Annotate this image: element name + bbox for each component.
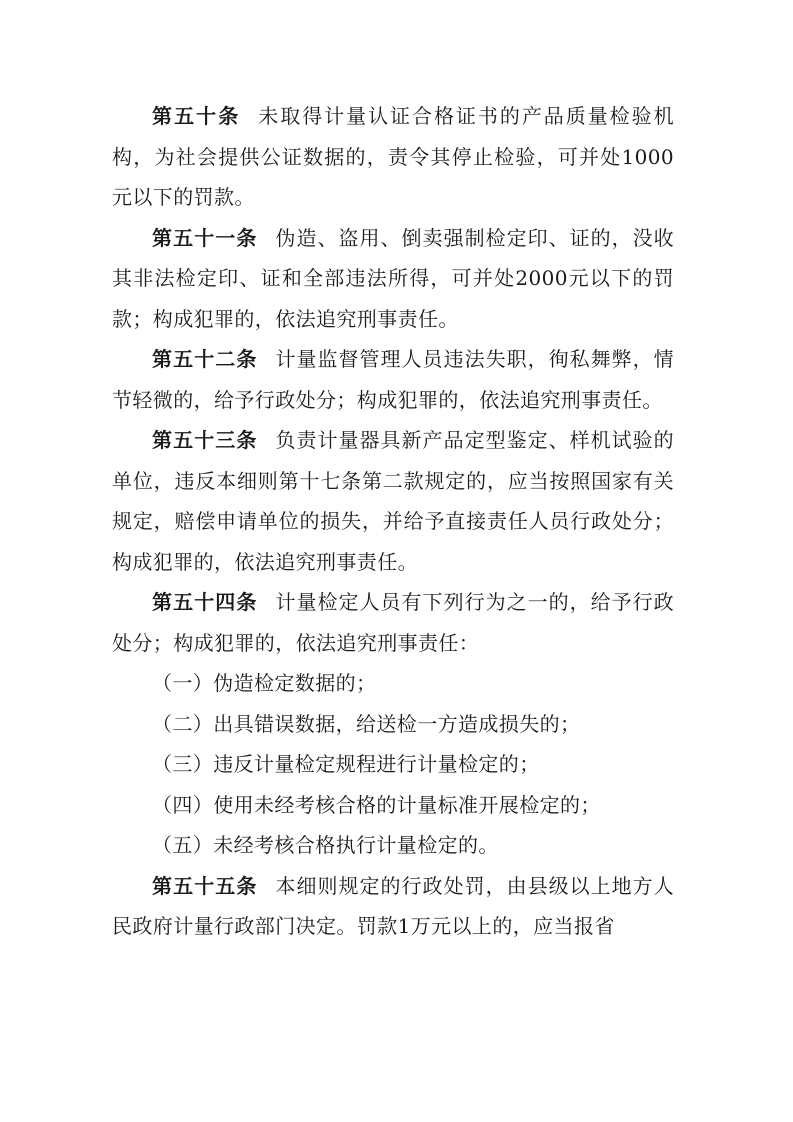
article-number: 第五十三条 [152,428,258,452]
article-53 [112,420,674,582]
list-item: （一）伪造检定数据的； [152,671,377,695]
article-body: 计量监督管理人员违法失职，徇私舞弊，情节轻微的，给予行政处分；构成犯罪的，依法追究刑事责任。 [112,347,675,412]
article-55 [112,866,674,947]
article-number: 第五十条 [152,104,241,128]
article-50 [112,96,674,218]
article-body: 伪造、盗用、倒卖强制检定印、证的，没收其非法检定印、证和全部违法所得，可并处2000元以下的罚款；构成犯罪的，依法追究刑事责任。 [112,225,675,331]
list-item: （三）违反计量检定规程进行计量检定的； [152,752,540,776]
list-item: （四）使用未经考核合格的计量标准开展检定的； [152,792,601,817]
list-item: （五）未经考核合格执行计量检定的。 [152,833,499,857]
article-number: 第五十五条 [152,873,258,898]
list-item: （二）出具错误数据，给送检一方造成损失的； [152,711,581,736]
article-body: 未取得计量认证合格证书的产品质量检验机构，为社会提供公证数据的，责令其停止检验，可并处1000元以下的罚款。 [112,104,675,209]
article-body: 本细则规定的行政处罚，由县级以上地方人民政府计量行政部门决定。罚款1万元以上的，应当报省 [112,873,675,938]
regulation-text [112,96,674,947]
article-number: 第五十一条 [152,225,258,250]
article-body: 计量检定人员有下列行为之一的，给予行政处分；构成犯罪的，依法追究刑事责任： [112,590,675,655]
article-number: 第五十二条 [152,347,258,371]
article-54 [112,582,674,663]
article-51 [112,218,674,340]
article-body: 负责计量器具新产品定型鉴定、样机试验的单位，违反本细则第十七条第二款规定的，应当按照国家有关规定，赔偿申请单位的损失，并给予直接责任人员行政处分；构成犯罪的，依法追究刑事责任。 [112,428,675,574]
article-number: 第五十四条 [152,590,258,614]
article-52 [112,339,674,420]
